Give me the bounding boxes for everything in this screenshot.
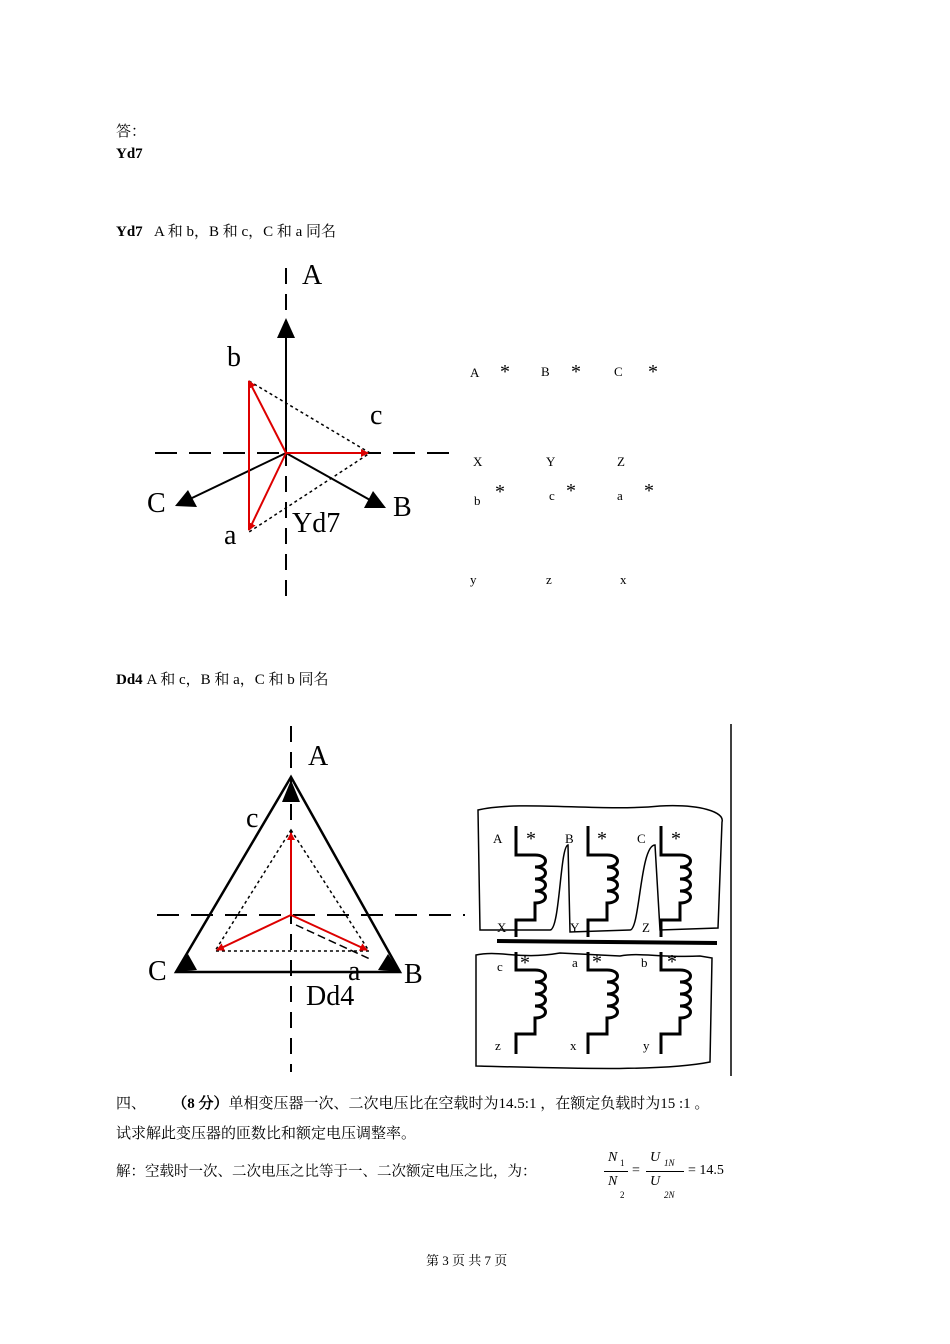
yd7-rest: A 和 b，B 和 c，C 和 a 同名 <box>153 224 337 240</box>
term-B: B <box>541 364 550 379</box>
dot-B: * <box>571 361 581 383</box>
term-Z: Z <box>617 454 625 469</box>
formula-bar-1 <box>604 1171 628 1172</box>
phasor-C-arrowhead <box>175 490 197 507</box>
dd4-term-c: c <box>497 959 503 974</box>
dd4-term-b: b <box>641 955 648 970</box>
dot-A: * <box>500 361 510 383</box>
dd4-term-y: y <box>643 1038 650 1053</box>
dd4-term-z: z <box>495 1038 501 1053</box>
dd4-dot-b: * <box>667 951 677 973</box>
term-b: b <box>474 493 481 508</box>
dd4-caption: Dd4 <box>306 981 355 1012</box>
dd4-label-B: B <box>404 959 423 990</box>
dd4-dot-C: * <box>671 828 681 850</box>
dd4-dot-B: * <box>597 828 607 850</box>
formula-n1: N <box>608 1150 618 1165</box>
dd4-term-x: x <box>570 1038 577 1053</box>
dd4-primary-triangle <box>176 777 400 972</box>
dd4-arrow-A <box>282 780 300 802</box>
dd4-dot-A: * <box>526 828 536 850</box>
page-footer: 第 3 页 共 7 页 <box>426 1253 508 1268</box>
dd4-label-a: a <box>348 956 361 987</box>
formula-u1: U <box>650 1150 661 1165</box>
q4-score: （8 分） <box>172 1096 229 1112</box>
dd4-dashed-phasor <box>296 925 372 960</box>
dot-C: * <box>648 361 658 383</box>
term-y: y <box>470 572 477 587</box>
core-bar <box>497 941 717 943</box>
dd4-dot-c: * <box>520 952 530 974</box>
term-C: C <box>614 364 623 379</box>
dd4-arrow-B <box>378 954 400 972</box>
q4-line2: 试求解此变压器的匝数比和额定电压调整率。 <box>116 1126 417 1142</box>
dd4-label-A: A <box>308 741 329 772</box>
formula-n2-sub: 2 <box>620 1190 625 1200</box>
phasor-A-arrowhead <box>277 318 295 338</box>
dd4-term-Y: Y <box>570 920 580 935</box>
q4-number: 四、 <box>116 1096 147 1112</box>
yd7-caption: Yd7 <box>292 508 341 539</box>
dd4-rest: A 和 c，B 和 a，C 和 b 同名 <box>146 672 329 688</box>
dd4-arrow-C <box>176 954 197 972</box>
yd7-label-b: b <box>227 342 241 373</box>
q4-solution: 解：空载时一次、二次电压之比等于一、二次额定电压之比，为： <box>116 1164 537 1180</box>
dd4-term-X: X <box>497 920 507 935</box>
formula-n1-sub: 1 <box>620 1158 625 1168</box>
yd7-phasor-diagram <box>147 260 450 602</box>
dd4-term-a: a <box>572 955 578 970</box>
term-z: z <box>546 572 552 587</box>
dd4-phasor-a-red <box>291 915 367 950</box>
formula-eq: = <box>632 1163 640 1178</box>
q4-text: 单相变压器一次、二次电压比在空载时为14.5:1 ，在额定负载时为15 :1 。 <box>228 1096 710 1112</box>
dd4-term-Z: Z <box>642 920 650 935</box>
formula-u2-sub: 2N <box>664 1190 675 1200</box>
answer-value: Yd7 <box>116 146 143 162</box>
yd7-label-A: A <box>302 260 323 291</box>
dd4-line <box>116 668 329 689</box>
answer-label: 答： <box>116 124 147 140</box>
dd4-dot-a: * <box>592 951 602 973</box>
phasor-a-red <box>249 453 286 530</box>
dd4-winding-drawing <box>476 724 731 1076</box>
dd4-label-C: C <box>148 956 167 987</box>
yd7-terminal-layout <box>470 361 658 587</box>
formula-u2: U <box>650 1174 661 1189</box>
dd4-phasor-b-red <box>217 915 291 950</box>
dd4-code: Dd4 <box>116 672 143 688</box>
term-A: A <box>470 365 480 380</box>
formula-n2: N <box>608 1174 618 1189</box>
yd7-label-a: a <box>224 520 237 551</box>
dd4-term-B: B <box>565 831 574 846</box>
phasor-b-red <box>249 381 286 453</box>
phasor-B <box>286 453 370 500</box>
term-a: a <box>617 488 623 503</box>
dd4-term-A: A <box>493 831 503 846</box>
term-X: X <box>473 454 483 469</box>
dd4-label-c: c <box>246 803 259 834</box>
formula-u1-sub: 1N <box>664 1158 675 1168</box>
formula-result: = 14.5 <box>688 1163 724 1178</box>
dd4-phasor-diagram <box>148 726 465 1072</box>
q4-line1 <box>116 1092 709 1113</box>
phasor-C <box>192 453 286 498</box>
yd7-label-C: C <box>147 488 166 519</box>
dot-a: * <box>644 480 654 502</box>
yd7-label-B: B <box>393 492 412 523</box>
formula-bar-2 <box>646 1171 684 1172</box>
term-x: x <box>620 572 627 587</box>
term-Y: Y <box>546 454 556 469</box>
yd7-code: Yd7 <box>116 224 143 240</box>
dd4-term-C: C <box>637 831 646 846</box>
dot-b: * <box>495 481 505 503</box>
secondary-coils <box>516 952 691 1054</box>
turns-ratio-formula <box>604 1150 744 1206</box>
dot-c: * <box>566 480 576 502</box>
term-c: c <box>549 488 555 503</box>
yd7-label-c: c <box>370 400 383 431</box>
